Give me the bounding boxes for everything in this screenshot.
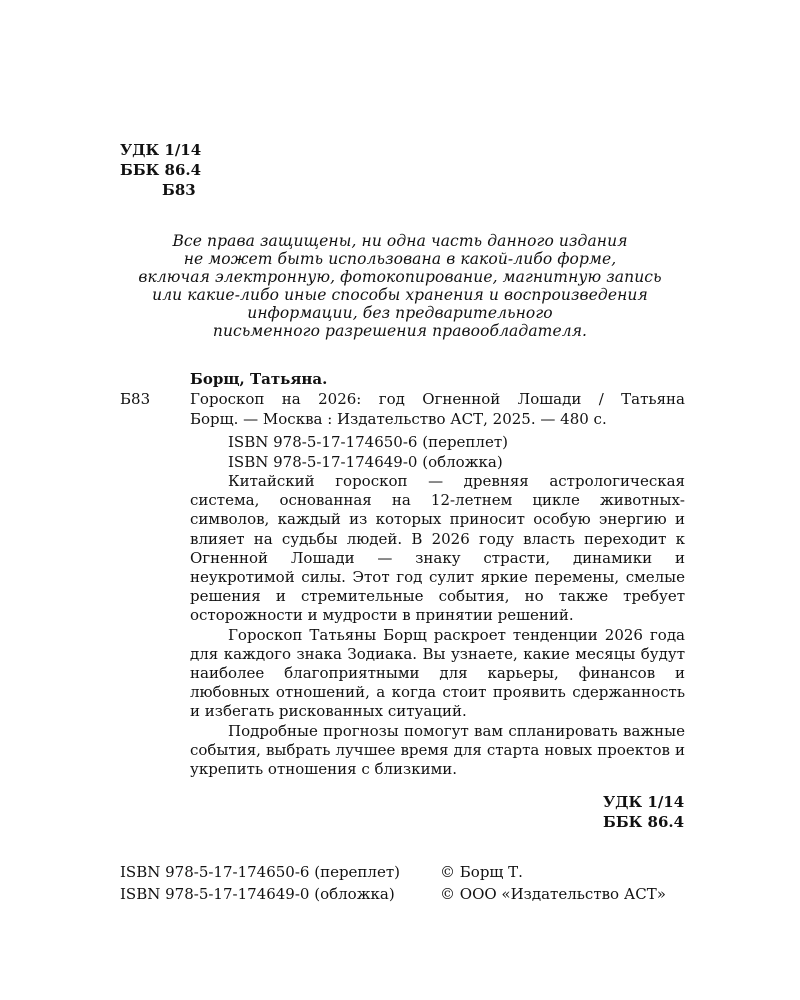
annotation-paragraph: Подробные прогнозы помогут вам спланировать важные события, выбрать лучшее время для старта новых проектов и укрепить отношения с близкими.: [190, 721, 685, 779]
bbk-code-bottom: ББК 86.4: [603, 813, 685, 831]
footer-credits: [120, 861, 700, 905]
record-author-mark: Б83: [120, 390, 151, 408]
copyright-publisher: © ООО «Издательство АСТ»: [440, 885, 666, 903]
udk-code: УДК 1/14: [120, 141, 202, 159]
author-mark: Б83: [162, 181, 196, 199]
annotation-paragraph: Гороскоп Татьяны Борщ раскроет тенденции 2026 года для каждого знака Зодиака. Вы узнаете, какие месяцы будут наиболее благоприятными для карьеры, финансов и любовных отношений, а когда стоит проявить сдержанность и избегать рискованных ситуаций.: [190, 625, 685, 721]
classification-block: [120, 140, 201, 200]
bbk-code: ББК 86.4: [120, 161, 202, 179]
record-isbn: ISBN 978-5-17-174650-6 (переплет): [228, 433, 508, 451]
footer-row: [120, 883, 700, 905]
rights-line: Все права защищены, ни одна часть данного издания: [172, 232, 628, 250]
record-description-line: Борщ. — Москва : Издательство АСТ, 2025. — 480 с.: [190, 410, 607, 428]
footer-isbn: ISBN 978-5-17-174650-6 (переплет): [120, 863, 400, 881]
classification-bottom: [603, 792, 684, 832]
rights-line: или какие-либо иные способы хранения и воспроизведения: [152, 286, 648, 304]
rights-line: информации, без предварительного: [247, 304, 553, 322]
annotation-paragraph: Китайский гороскоп — древняя астрологическая система, основанная на 12-летнем цикле животных-символов, каждый из которых приносит особую энергию и влияет на судьбы людей. В 2026 году власть переходит к Огненной Лошади — знаку страсти, динамики и неукротимой силы. Этот год сулит яркие перемены, смелые решения и стремительные события, но также требует осторожности и мудрости в принятии решений.: [190, 472, 685, 625]
copyright-author: © Борщ Т.: [440, 863, 523, 881]
rights-line: не может быть использована в какой-либо форме,: [183, 250, 617, 268]
rights-notice: [0, 232, 800, 340]
footer-isbn: ISBN 978-5-17-174649-0 (обложка): [120, 885, 395, 903]
record-isbn: ISBN 978-5-17-174649-0 (обложка): [228, 453, 503, 471]
rights-line: включая электронную, фотокопирование, магнитную запись: [138, 268, 662, 286]
udk-code-bottom: УДК 1/14: [603, 793, 685, 811]
annotation: [190, 472, 685, 779]
record-description-line: Гороскоп на 2026: год Огненной Лошади / Татьяна: [190, 390, 685, 408]
footer-row: [120, 861, 700, 883]
rights-line: письменного разрешения правообладателя.: [212, 322, 588, 340]
record-author: Борщ, Татьяна.: [190, 370, 328, 388]
